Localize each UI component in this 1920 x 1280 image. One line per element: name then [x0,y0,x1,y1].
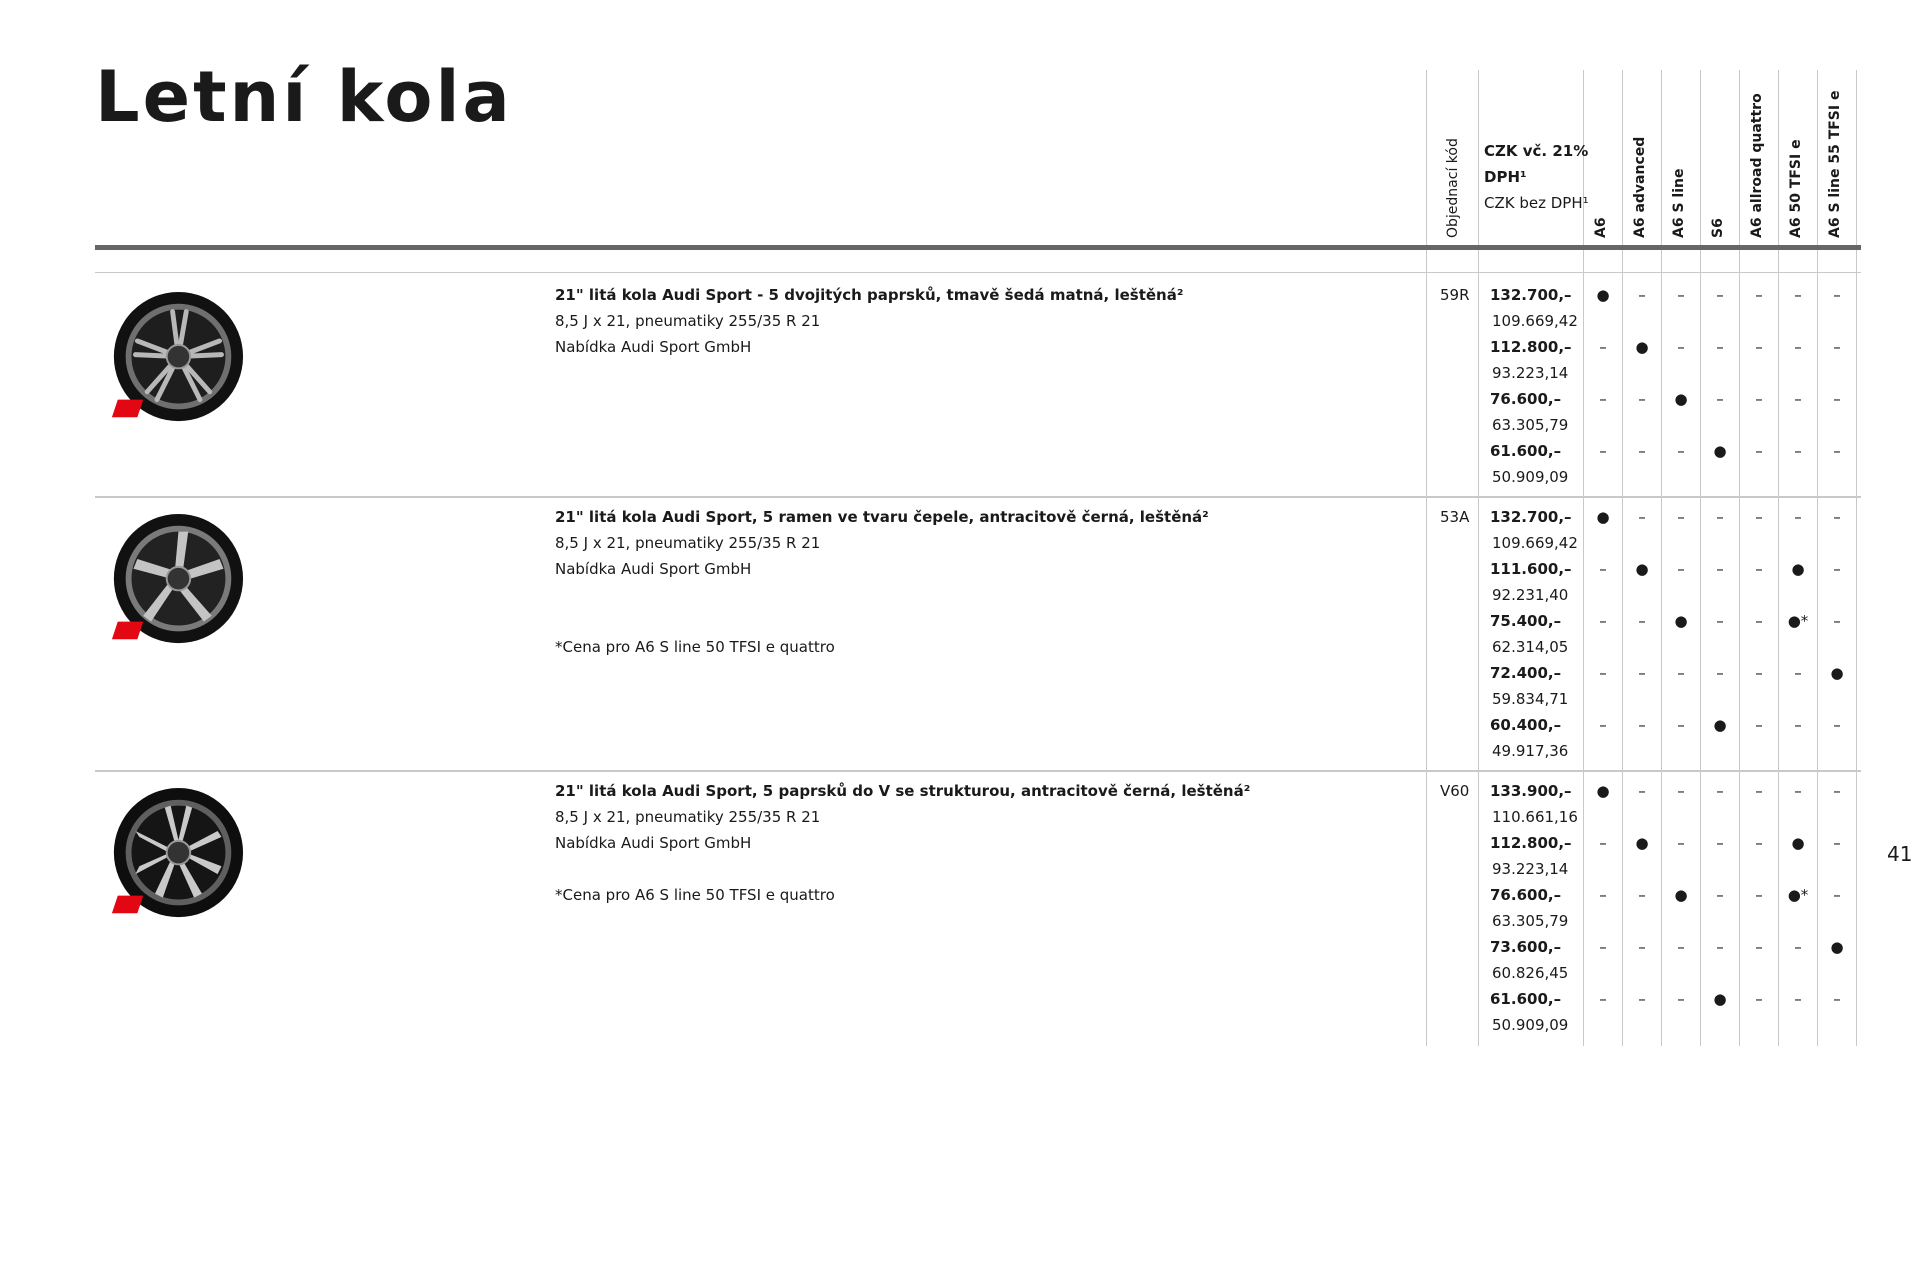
availability-mark: – [1716,782,1724,800]
availability-mark: – [1755,782,1763,800]
price-without-vat: 63.305,79 [1492,416,1569,434]
availability-mark: ● [1713,716,1727,734]
product-title: 21" litá kola Audi Sport - 5 dvojitých paprsků, tmavě šedá matná, leštěná² [555,286,1184,304]
availability-mark: – [1833,286,1841,304]
price-without-vat: 59.834,71 [1492,690,1569,708]
availability-mark: – [1755,508,1763,526]
availability-mark: – [1716,834,1724,852]
availability-mark: ● [1596,508,1610,526]
availability-mark: – [1599,990,1607,1008]
availability-mark: – [1833,338,1841,356]
availability-mark: – [1755,834,1763,852]
product-title: 21" litá kola Audi Sport, 5 paprsků do V se strukturou, antracitově černá, leštěná² [555,782,1251,800]
availability-mark: ● [1830,938,1844,956]
availability-mark: – [1755,716,1763,734]
column-divider [1700,70,1701,1046]
price-with-vat: 132.700,– [1490,286,1572,304]
availability-mark: – [1716,560,1724,578]
availability-mark: – [1755,990,1763,1008]
availability-mark: – [1794,716,1802,734]
availability-mark: – [1794,390,1802,408]
availability-mark: – [1716,390,1724,408]
header-model-s6: S6 [1710,218,1726,238]
price-with-vat: 132.700,– [1490,508,1572,526]
price-with-vat: 76.600,– [1490,886,1562,904]
page-title: Letní kola [95,56,513,138]
availability-mark: – [1755,664,1763,682]
availability-mark: – [1794,664,1802,682]
column-divider [1426,70,1427,1046]
availability-mark: – [1755,612,1763,630]
header-model-a6-allroad: A6 allroad quattro [1749,93,1765,238]
product-description [555,778,1250,856]
availability-mark: – [1677,442,1685,460]
column-divider [1856,70,1857,1046]
availability-mark: – [1677,338,1685,356]
availability-mark: ● [1830,664,1844,682]
header-code-label: Objednací kód [1445,138,1461,238]
price-footnote: *Cena pro A6 S line 50 TFSI e quattro [555,638,835,656]
availability-mark: – [1677,716,1685,734]
header-model-a6-advanced: A6 advanced [1632,136,1648,238]
price-with-vat: 61.600,– [1490,442,1562,460]
order-code: V60 [1440,782,1470,800]
order-code: 59R [1440,286,1470,304]
availability-mark: – [1599,716,1607,734]
availability-mark: ● [1713,442,1727,460]
availability-mark: – [1794,782,1802,800]
availability-mark: – [1716,886,1724,904]
availability-mark: – [1833,612,1841,630]
price-with-vat: 73.600,– [1490,938,1562,956]
header-rule [95,245,1861,250]
price-with-vat: 133.900,– [1490,782,1572,800]
availability-mark: – [1677,990,1685,1008]
availability-mark: – [1599,664,1607,682]
header-model-a6-s-line: A6 S line [1671,168,1687,238]
column-divider [1478,70,1479,1046]
availability-mark: – [1677,664,1685,682]
availability-mark: – [1638,390,1646,408]
availability-mark: ● [1674,612,1688,630]
header-model-a6-50-tfsi-e: A6 50 TFSI e [1788,139,1804,238]
price-with-vat: 76.600,– [1490,390,1562,408]
header-model-a6-s-line-55-tfsi-e: A6 S line 55 TFSI e [1827,90,1843,238]
availability-mark: ●* [1787,886,1809,904]
availability-mark: – [1638,886,1646,904]
availability-mark: ● [1596,782,1610,800]
availability-mark: – [1638,990,1646,1008]
availability-mark: – [1833,716,1841,734]
price-without-vat: 62.314,05 [1492,638,1569,656]
availability-mark: – [1599,442,1607,460]
price-without-vat: 109.669,42 [1492,312,1578,330]
availability-mark: – [1755,338,1763,356]
availability-mark: – [1833,782,1841,800]
wheel-image-59r [108,292,245,429]
availability-mark: – [1599,612,1607,630]
availability-mark: – [1716,338,1724,356]
availability-mark: ● [1596,286,1610,304]
product-spec: 8,5 J x 21, pneumatiky 255/35 R 21 [555,534,821,552]
availability-mark: – [1794,286,1802,304]
price-with-vat: 75.400,– [1490,612,1562,630]
availability-mark: – [1794,338,1802,356]
availability-mark: ● [1635,834,1649,852]
price-with-vat: 112.800,– [1490,338,1572,356]
availability-mark: – [1716,508,1724,526]
column-divider [1778,70,1779,1046]
availability-mark: ● [1635,560,1649,578]
availability-mark: – [1755,938,1763,956]
availability-mark: – [1677,560,1685,578]
header-price-without-vat: CZK bez DPH¹ [1484,194,1589,212]
wheel-image-53a [108,514,245,651]
availability-mark: – [1599,390,1607,408]
price-with-vat: 111.600,– [1490,560,1572,578]
availability-mark: – [1755,286,1763,304]
price-without-vat: 110.661,16 [1492,808,1578,826]
price-with-vat: 112.800,– [1490,834,1572,852]
wheel-image-v60 [108,788,245,925]
availability-mark: – [1638,664,1646,682]
header-price-labels [1484,138,1589,216]
price-without-vat: 92.231,40 [1492,586,1569,604]
availability-mark: ● [1791,834,1805,852]
availability-mark: – [1794,990,1802,1008]
availability-mark: ● [1791,560,1805,578]
column-divider [1622,70,1623,1046]
availability-mark: – [1716,286,1724,304]
column-divider [1661,70,1662,1046]
product-spec: 8,5 J x 21, pneumatiky 255/35 R 21 [555,312,821,330]
product-description [555,282,1183,360]
availability-mark: – [1677,286,1685,304]
availability-mark: ● [1674,886,1688,904]
price-without-vat: 50.909,09 [1492,468,1569,486]
header-price-with-vat-1: CZK vč. 21% [1484,142,1589,160]
availability-mark: ● [1635,338,1649,356]
price-without-vat: 49.917,36 [1492,742,1569,760]
availability-mark: ● [1674,390,1688,408]
price-with-vat: 61.600,– [1490,990,1562,1008]
availability-mark: – [1638,286,1646,304]
column-divider [1739,70,1740,1046]
row-separator [95,496,1861,498]
availability-mark: – [1638,782,1646,800]
row-separator [95,770,1861,772]
price-with-vat: 72.400,– [1490,664,1562,682]
availability-mark: – [1638,508,1646,526]
availability-mark: – [1833,990,1841,1008]
availability-mark: – [1755,442,1763,460]
column-divider [1583,70,1584,1046]
availability-mark: – [1677,834,1685,852]
availability-mark: – [1716,664,1724,682]
product-description [555,504,1209,582]
availability-mark: – [1599,338,1607,356]
product-title: 21" litá kola Audi Sport, 5 ramen ve tvaru čepele, antracitově černá, leštěná² [555,508,1209,526]
header-model-a6: A6 [1593,217,1609,238]
availability-mark: – [1716,612,1724,630]
availability-mark: – [1833,560,1841,578]
price-without-vat: 93.223,14 [1492,364,1569,382]
availability-mark: – [1755,560,1763,578]
availability-mark: – [1638,612,1646,630]
product-offer: Nabídka Audi Sport GmbH [555,338,752,356]
availability-mark: – [1716,938,1724,956]
price-footnote: *Cena pro A6 S line 50 TFSI e quattro [555,886,835,904]
availability-mark: – [1677,782,1685,800]
availability-mark: – [1599,560,1607,578]
availability-mark: – [1677,508,1685,526]
availability-mark: – [1755,886,1763,904]
price-without-vat: 60.826,45 [1492,964,1569,982]
availability-mark: – [1599,834,1607,852]
header-rule-thin [95,272,1861,273]
page-number: 41 [1887,842,1913,866]
availability-mark: – [1677,938,1685,956]
product-offer: Nabídka Audi Sport GmbH [555,834,752,852]
price-without-vat: 109.669,42 [1492,534,1578,552]
availability-mark: – [1755,390,1763,408]
availability-mark: – [1794,442,1802,460]
availability-mark: ●* [1787,612,1809,630]
header-price-with-vat-2: DPH¹ [1484,168,1527,186]
availability-mark: – [1599,886,1607,904]
availability-mark: – [1833,508,1841,526]
availability-mark: – [1833,886,1841,904]
product-spec: 8,5 J x 21, pneumatiky 255/35 R 21 [555,808,821,826]
availability-mark: – [1638,442,1646,460]
availability-mark: – [1794,508,1802,526]
availability-mark: – [1794,938,1802,956]
availability-mark: – [1638,716,1646,734]
price-without-vat: 63.305,79 [1492,912,1569,930]
availability-mark: – [1599,938,1607,956]
product-offer: Nabídka Audi Sport GmbH [555,560,752,578]
column-divider [1817,70,1818,1046]
availability-mark: – [1833,834,1841,852]
availability-mark: – [1833,442,1841,460]
price-without-vat: 93.223,14 [1492,860,1569,878]
price-with-vat: 60.400,– [1490,716,1562,734]
availability-mark: ● [1713,990,1727,1008]
availability-mark: – [1638,938,1646,956]
availability-mark: – [1833,390,1841,408]
price-without-vat: 50.909,09 [1492,1016,1569,1034]
order-code: 53A [1440,508,1470,526]
